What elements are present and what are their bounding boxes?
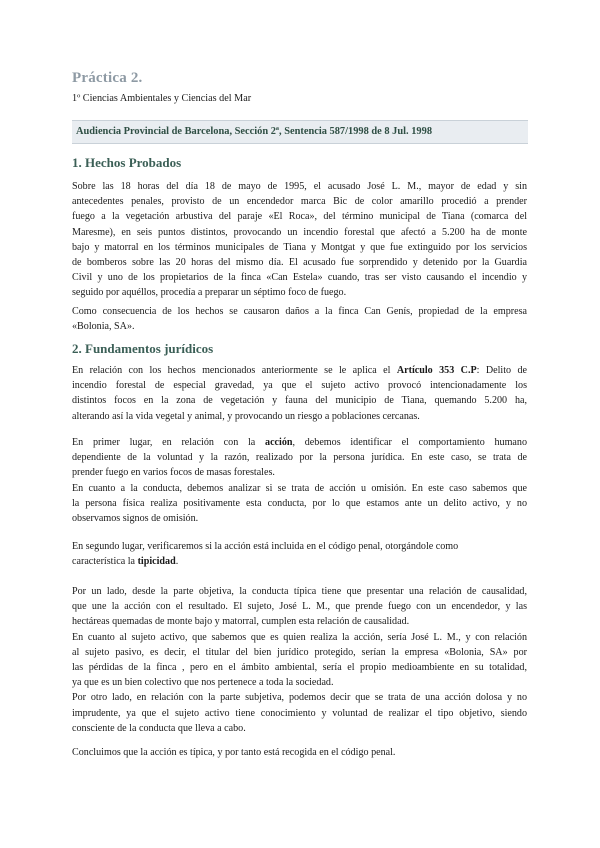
text-line: ya que es un bien colectivo que nos pertenece a toda la sociedad. (72, 677, 334, 689)
text-line: dependiente de la voluntad y la razón, realizado por la persona jurídica. En este caso, se trata de (72, 452, 527, 464)
bold-term-accion: acción (265, 437, 293, 448)
text-line: característica la tipicidad. (72, 556, 179, 568)
text-line: En segundo lugar, verificaremos si la acción está incluida en el código penal, otorgándole como (72, 541, 459, 552)
text-line: seguido por aquéllos, procedía a preparar un séptimo foco de fuego. (72, 287, 347, 299)
section-heading-hechos: 1. Hechos Probados (72, 155, 182, 170)
case-reference-banner: Audiencia Provincial de Barcelona, Sección 2ª, Sentencia 587/1998 de 8 Jul. 1998 (72, 120, 528, 144)
text-line: incendio forestal de especial gravedad, ya que el sujeto activo provocó intencionadamente los (72, 380, 527, 392)
bold-term-tipicidad: tipicidad (137, 556, 176, 568)
text-line: fuego a la vegetación arbustiva del paraje «El Roca», del término municipal de Tiana (comarca del (72, 211, 527, 223)
text-line: consciente de la conducta que lleva a cabo. (72, 722, 246, 734)
page-subtitle: 1º Ciencias Ambientales y Ciencias del Mar (72, 93, 252, 104)
text-line: la persona física realiza positivamente esta conducta, por lo que estamos ante un delito activo, y no (72, 498, 527, 510)
text-line: Maresme), en seis puntos distintos, provocando un incendio forestal que afectó a 5.200 ha de monte (72, 226, 527, 238)
text-line: En cuanto a la conducta, debemos analizar si se trata de acción u omisión. En este caso sabemos que (72, 483, 527, 494)
paragraph-hechos-2 (72, 304, 527, 334)
page-title: Práctica 2. (72, 70, 143, 86)
paragraph-fundamentos-3 (72, 481, 527, 527)
text-line: imprudente, ya que el sujeto activo tiene conocimiento y voluntad de realizar el tipo objetivo, siendo (72, 707, 527, 719)
text-line: alterando así la vida vegetal y animal, y provocando un riesgo a poblaciones cercanas. (72, 410, 420, 422)
text-line: al sujeto pasivo, es decir, el titular del bien jurídico protegido, serían la empresa «Bolonia, SA» por (72, 646, 527, 658)
text-line: Como consecuencia de los hechos se causaron daños a la finca Can Genís, propiedad de la empresa (72, 306, 527, 317)
text-line: Sobre las 18 horas del día 18 de mayo de 1995, el acusado José L. M., mayor de edad y sin (72, 181, 527, 192)
text-line: observamos signos de omisión. (72, 513, 199, 525)
text-line: En relación con los hechos mencionados anteriormente se le aplica el Artículo 353 C.P: Delito de (72, 365, 527, 376)
article-reference: Artículo 353 C.P (396, 365, 477, 376)
text-line: En cuanto al sujeto activo, que sabemos que es quien realiza la acción, sería José L. M., y con relación (72, 631, 527, 643)
paragraph-hechos-1 (72, 179, 527, 301)
text-line: Por otro lado, en relación con la parte subjetiva, podemos decir que se trata de una acción dolosa y no (72, 692, 527, 704)
text-line: Civil y uno de los propietarios de la finca «Can Estela» cuando, tras ser visto causando el incendio y (72, 272, 527, 284)
text-line: distintos focos en la zona de vegetación y fauna del municipio de Tiana, quemando 5.200 ha, (72, 395, 527, 407)
text-line: prender fuego en varios focos de masas forestales. (72, 467, 275, 479)
text-line: Concluimos que la acción es típica, y por tanto está recogida en el código penal. (72, 747, 396, 758)
text-line: «Bolonia, SA». (72, 321, 135, 333)
paragraph-fundamentos-4 (72, 539, 527, 569)
paragraph-fundamentos-1 (72, 363, 527, 424)
paragraph-fundamentos-6 (72, 745, 527, 760)
text-line: hectáreas quemadas de monte bajo y matorral, cumplen esta relación de causalidad. (72, 616, 410, 628)
text-line: En primer lugar, en relación con la acción, debemos identificar el comportamiento humano (72, 437, 528, 448)
paragraph-fundamentos-5 (72, 584, 527, 736)
text-line: que une la acción con el resultado. El sujeto, José L. M., que prende fuego con un encendedor, y las (72, 601, 527, 613)
text-line: de bomberos sobre las 20 horas del mismo día. El acusado fue sorprendido y detenido por la Guardia (72, 257, 527, 269)
text-line: antecedentes penales, provisto de un encendedor marca Bic de color amarillo procedió a prender (72, 196, 527, 208)
text-line: bajo y matorral en los términos municipales de Tiana y Montgat y que fue extinguido por los servicios (72, 241, 527, 253)
paragraph-fundamentos-2 (72, 435, 527, 481)
text-line: Por un lado, desde la parte objetiva, la conducta típica tiene que presentar una relación de causalidad, (72, 586, 527, 597)
text-line: las pérdidas de la finca , pero en el ámbito ambiental, sería el propio medioambiente en su totalidad, (72, 662, 527, 674)
section-heading-fundamentos: 2. Fundamentos jurídicos (72, 341, 214, 356)
